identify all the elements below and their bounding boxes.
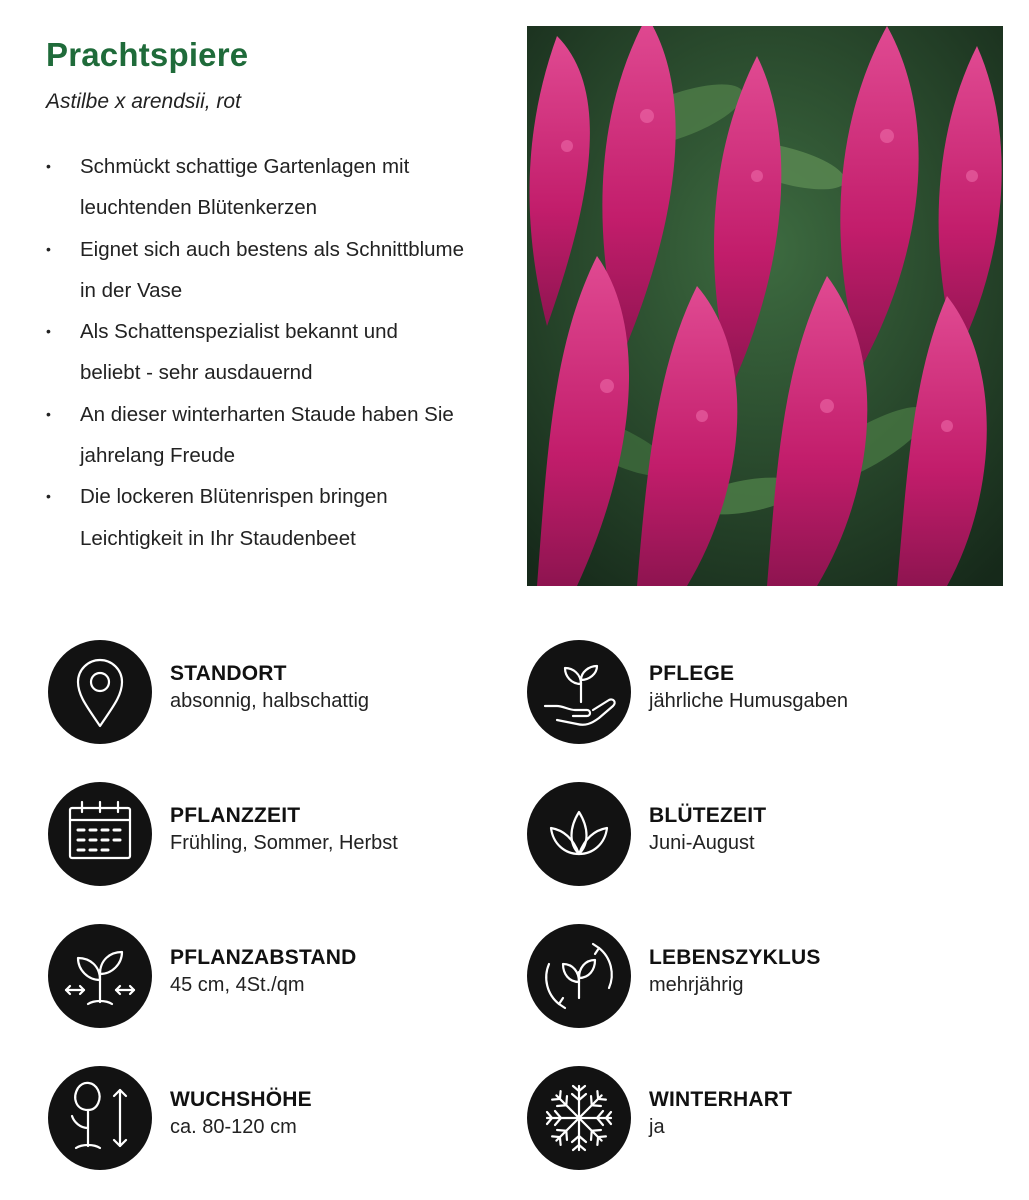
bullet-item (46, 476, 506, 559)
feature-label: PFLANZZEIT (170, 804, 301, 827)
feature-value: absonnig, halbschattig (170, 690, 370, 712)
bullet-line: beliebt - sehr ausdauernd (80, 361, 313, 385)
bullet-line: Eignet sich auch bestens als Schnittblume (80, 237, 465, 261)
feature-label: WINTERHART (649, 1088, 793, 1111)
feature-value: 45 cm, 4St./qm (170, 974, 305, 996)
bullet-dot: • (46, 323, 51, 340)
bullet-line: An dieser winterharten Staude haben Sie (80, 402, 454, 426)
bullet-line: Als Schattenspezialist bekannt und (80, 320, 398, 344)
feature-value: ca. 80-120 cm (170, 1116, 297, 1138)
feature-value: Juni-August (649, 832, 755, 854)
lotus-flower-icon (527, 782, 631, 886)
bullet-item (46, 311, 506, 394)
bullet-item (46, 229, 506, 312)
feature-label: BLÜTEZEIT (649, 804, 767, 827)
feature-bullet-list (46, 146, 506, 559)
product-title: Prachtspiere (46, 36, 249, 73)
feature-label: PFLANZABSTAND (170, 946, 357, 969)
bullet-item (46, 146, 506, 229)
bullet-line: in der Vase (80, 278, 183, 302)
feature-bluetezeit (527, 782, 947, 888)
product-subtitle: Astilbe x arendsii, rot (46, 90, 241, 113)
life-cycle-icon (527, 924, 631, 1028)
feature-value: mehrjährig (649, 974, 744, 996)
location-pin-icon (48, 640, 152, 744)
feature-label: STANDORT (170, 662, 287, 685)
plant-spacing-icon (48, 924, 152, 1028)
feature-winterhart (527, 1066, 947, 1172)
feature-standort (48, 640, 468, 746)
feature-value: jährliche Humusgaben (649, 690, 849, 712)
bullet-line: leuchtenden Blütenkerzen (80, 196, 318, 220)
snowflake-icon (527, 1066, 631, 1170)
calendar-icon (48, 782, 152, 886)
bullet-dot: • (46, 158, 51, 174)
hand-seedling-icon (527, 640, 631, 744)
bullet-line: Schmückt schattige Gartenlagen mit (80, 155, 410, 178)
bullet-line: jahrelang Freude (80, 444, 235, 468)
bullet-line: Leichtigkeit in Ihr Staudenbeet (80, 526, 356, 550)
feature-value: ja (649, 1116, 665, 1138)
feature-label: PFLEGE (649, 662, 735, 685)
plant-height-icon (48, 1066, 152, 1170)
feature-lebenszyklus (527, 924, 947, 1030)
product-photo (527, 26, 1003, 586)
bullet-dot: • (46, 488, 51, 505)
feature-wuchshoehe (48, 1066, 468, 1172)
feature-label: LEBENSZYKLUS (649, 946, 821, 969)
feature-value: Frühling, Sommer, Herbst (170, 832, 398, 854)
astilbe-flower-photo (527, 26, 1003, 586)
feature-label: WUCHSHÖHE (170, 1088, 312, 1111)
feature-pflege (527, 640, 947, 746)
feature-pflanzzeit (48, 782, 468, 888)
bullet-item (46, 394, 506, 477)
feature-pflanzabstand (48, 924, 468, 1030)
bullet-dot: • (46, 405, 51, 422)
bullet-line: Die lockeren Blütenrispen bringen (80, 485, 388, 509)
bullet-dot: • (46, 240, 51, 257)
